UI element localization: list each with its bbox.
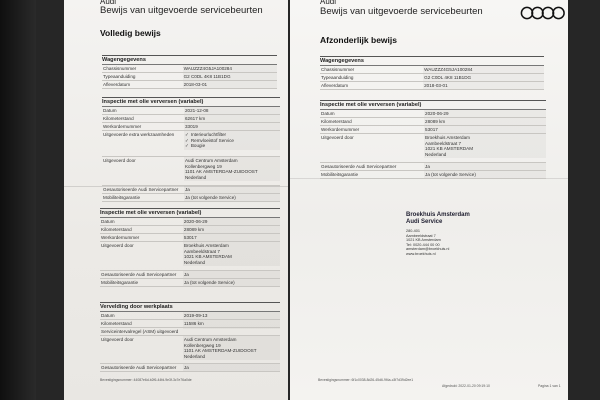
table-row: Gesautoriseerde Audi Servicepartner Ja — [320, 163, 546, 171]
separate-proof-sheet — [290, 0, 568, 400]
dealer-line: Aambeeldstraat 7 — [406, 233, 436, 238]
table-row: Gesautoriseerde Audi Servicepartner Ja — [100, 271, 280, 279]
table-row: Uitgevoerde extra werkzaamheden ✓ Interieurluchtfilter ✓ Remvloeistof Service ✓ Bougie — [102, 131, 280, 157]
dealer-stamp — [406, 212, 496, 257]
table-row: Werkordernummer 53017 — [320, 126, 546, 134]
full-proof-sheet — [64, 0, 288, 400]
table-row: Mobiliteitsgarantie Ja (tot volgende Service) — [102, 194, 280, 202]
section-title: Wagengegevens — [102, 55, 277, 65]
section-title: Inspectie met olie verversen (variabel) — [100, 208, 280, 218]
inspection-section-2 — [100, 208, 280, 287]
table-row: Datum 2019-09-13 — [100, 312, 280, 320]
inspection-section-1 — [102, 97, 280, 202]
table-row: Serviceintervalregel (ASM) uitgevoerd — [100, 328, 280, 336]
dealer-line: amsterdam@broekhuis.nl — [406, 247, 450, 252]
dealer-subname: Audi Service — [406, 219, 443, 225]
table-row: Typeaanduiding G2 C0DL 4K8 11B1DG — [102, 73, 277, 81]
table-row: Uitgevoerd door Audi Centrum Amsterdam Kollenbergweg 19 1101 AK AMSTERDAM-ZUIDOOST Nederland — [100, 336, 280, 364]
header-title: Bewijs van uitgevoerde servicebeurten — [100, 5, 263, 16]
table-row: Mobiliteitsgarantie Ja (tot volgende Service) — [320, 171, 546, 179]
table-row: Kilometerstand 28089 km — [100, 226, 280, 234]
checked-item: ✓ Bougie — [184, 143, 206, 149]
checked-item: ✓ Remvloeistof Service — [184, 137, 234, 143]
table-row: Kilometerstand 62617 km — [102, 115, 280, 123]
section-title: Inspectie met olie verversen (variabel) — [320, 100, 546, 110]
check-icon: ✓ — [184, 137, 189, 143]
print-date: Afgedrukt: 2022-01-20 09:19:10 — [442, 384, 490, 388]
table-row: Mobiliteitsgarantie Ja (tot volgende Service) — [100, 279, 280, 287]
table-row: Datum 2020-06-29 — [100, 218, 280, 226]
table-row: Gesautoriseerde Audi Servicepartner Ja — [100, 364, 280, 372]
table-row: Werkordernummer 33019 — [102, 123, 280, 131]
table-row: Chassisnummer WAUZZZ4G5JA100284 — [320, 66, 544, 74]
table-row: Afleverdatum 2018-03-01 — [102, 81, 277, 89]
dark-background-edge — [0, 0, 36, 400]
table-row: Uitgevoerd door Audi Centrum Amsterdam Kollenbergweg 19 1101 AK AMSTERDAM-ZUIDOOST Nederland — [102, 157, 280, 186]
check-icon: ✓ — [184, 132, 189, 137]
dealer-line: Tel: 0020-444 00 00 — [406, 242, 440, 247]
confirmation-number: Bevestigingsnummer: 6f1c0038-8d26-45d6-9f4a-c3f7d39d2ee1 — [318, 378, 414, 382]
checked-item: ✓ Interieurluchtfilter — [184, 132, 227, 137]
header-title: Bewijs van uitgevoerde servicebeurten — [320, 6, 483, 17]
table-row: Kilometerstand 28089 km — [320, 118, 546, 126]
confirmation-number: Bevestigingsnummer: 44087e6d-b2f6-44fd-9e3f-3c7e76a0de — [100, 378, 192, 382]
inspection-section — [320, 100, 546, 179]
table-row: Uitgevoerd door Broekhuis Amsterdam Aambeeldstraat 7 1021 KB AMSTERDAM Nederland — [320, 134, 546, 163]
table-row: Gesautoriseerde Audi Servicepartner Ja — [102, 186, 280, 194]
audi-rings-logo — [520, 6, 566, 20]
section-title: Inspectie met olie verversen (variabel) — [102, 97, 280, 107]
vehicle-data-section — [320, 56, 544, 90]
table-row: Werkordernummer 53017 — [100, 234, 280, 242]
page-heading: Afzonderlijk bewijs — [320, 35, 397, 45]
check-icon: ✓ — [184, 143, 189, 149]
vehicle-data-section — [102, 55, 277, 89]
table-row: Datum 2021-12-08 — [102, 107, 280, 115]
brand-label: Audi — [320, 0, 337, 6]
check-list — [184, 131, 280, 150]
section-title: Wagengegevens — [320, 56, 544, 66]
dealer-line: 280-401 — [406, 229, 420, 233]
table-row: Uitgevoerd door Broekhuis Amsterdam Aambeeldstraat 7 1021 KB AMSTERDAM Nederland — [100, 242, 280, 271]
table-row: Datum 2020-06-29 — [320, 110, 546, 118]
page-heading: Volledig bewijs — [100, 28, 161, 38]
table-row: Typeaanduiding G2 C0DL 4K8 11B1DG — [320, 74, 544, 82]
dealer-line: www.broekhuis.nl — [406, 251, 436, 256]
table-row: Afleverdatum 2018-03-01 — [320, 82, 544, 90]
brand-label: Audi — [100, 0, 117, 6]
section-title: Vervelding door werkplaats — [100, 302, 280, 312]
table-row: Chassisnummer WAUZZZ4G5JA100284 — [102, 65, 277, 73]
dealer-line: 1021 KB Amsterdam — [406, 238, 441, 243]
table-row: Kilometerstand 11586 km — [100, 320, 280, 328]
page-number: Pagina 1 van 1 — [538, 384, 561, 388]
dealer-name: Broekhuis Amsterdam — [406, 212, 470, 218]
replacement-section — [100, 302, 280, 372]
